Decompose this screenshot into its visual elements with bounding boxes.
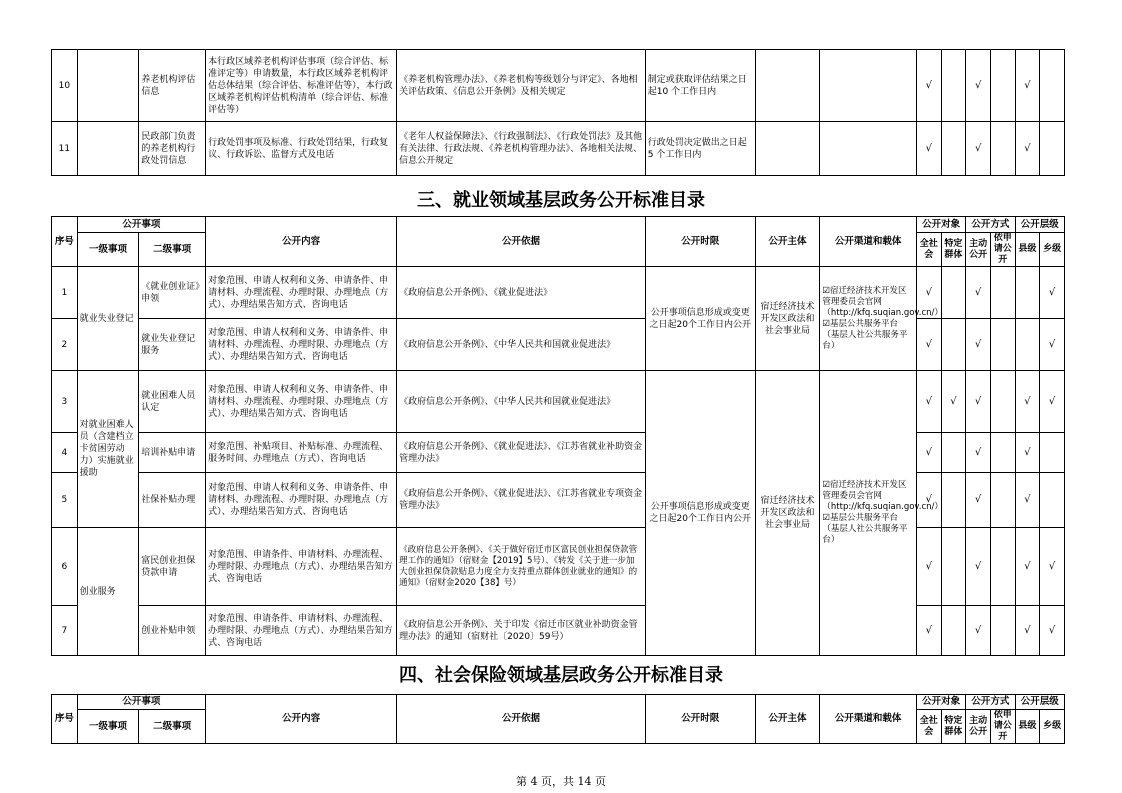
header-level2: 二级事项 [139,710,206,744]
check-county [1015,267,1040,319]
header-basis: 公开依据 [397,217,646,267]
check-county: √ [1015,528,1040,606]
check-specific-group [941,319,966,371]
check-active: √ [966,267,991,319]
check-county: √ [1015,371,1040,433]
check-request [990,606,1015,656]
header-county: 县级 [1015,710,1040,744]
header-specific-group: 特定群体 [941,233,966,267]
basis-cell: 《政府信息公开条例》、《就业促进法》、《江苏省就业专项资金管理办法》 [397,473,646,528]
header-subject: 公开主体 [755,695,820,744]
header-row [52,695,1065,710]
header-items: 公开事项 [77,217,205,233]
time-cell: 公开事项信息形成或变更之日起20个工作日内公开 [645,267,755,371]
check-specific-group: √ [941,371,966,433]
level1-cell [77,122,139,176]
header-subject: 公开主体 [755,217,820,267]
check-active: √ [966,50,991,122]
check-all-society: √ [916,528,941,606]
header-town: 乡级 [1040,233,1065,267]
check-county: √ [1015,473,1040,528]
row-number: 10 [52,50,78,122]
subject-cell: 宿迁经济技术开发区政法和社会事业局 [755,267,820,371]
check-all-society: √ [916,433,941,473]
check-active: √ [966,473,991,528]
check-specific-group [941,50,966,122]
time-cell: 公开事项信息形成或变更之日起20个工作日内公开 [645,371,755,656]
basis-cell: 《政府信息公开条例》、《关于做好宿迁市区富民创业担保贷款管理工作的通知》（宿财金【2019】5号）、《转发《关于进一步加大创业担保贷款贴息力度全力支持重点群体创业就业的通知》的通知》（宿财金2020【38】号） [397,528,646,606]
basis-cell: 《政府信息公开条例》、关于印发《宿迁市区就业补助资金管理办法》的通知（宿财社〔2020〕59号） [397,606,646,656]
channel-cell: ☑宿迁经济技术开发区管理委员会官网（http://kfq.suqian.gov.cn/）☑基层公共服务平台（基层人社公共服务平台） [820,371,917,656]
header-all-society: 全社会 [916,233,941,267]
check-town: √ [1040,319,1065,371]
subject-cell [755,122,820,176]
row-number: 3 [52,371,78,433]
channel-cell: ☑宿迁经济技术开发区管理委员会官网（http://kfq.suqian.gov.cn/）☑基层公共服务平台（基层人社公共服务平台） [820,267,917,371]
content-cell: 对象范围、申请人权利和义务、申请条件、申请材料、办理流程、办理时限、办理地点（方式）、办理结果告知方式、咨询电话 [206,319,397,371]
level2-cell: 创业补贴申领 [139,606,206,656]
check-active: √ [966,528,991,606]
check-county: √ [1015,50,1040,122]
basis-cell: 《政府信息公开条例》、《中华人民共和国就业促进法》 [397,319,646,371]
content-cell: 行政处罚事项及标准、行政处罚结果，行政复议、行政诉讼、监督方式及电话 [206,122,397,176]
header-level: 公开层级 [1015,695,1064,710]
header-row [52,217,1065,233]
check-all-society: √ [916,267,941,319]
check-request [990,319,1015,371]
time-cell: 制定或获取评估结果之日起10 个工作日内 [645,50,755,122]
check-specific-group [941,267,966,319]
row-number: 5 [52,473,78,528]
header-all-society: 全社会 [916,710,941,744]
header-active: 主动公开 [966,233,991,267]
header-no: 序号 [52,217,78,267]
channel-cell [820,122,917,176]
check-specific-group [941,528,966,606]
content-cell: 对象范围、补贴项目、补贴标准、办理流程、服务时间、办理地点（方式）、咨询电话 [206,433,397,473]
table-employment [51,216,1065,656]
row-number: 7 [52,606,78,656]
check-request [990,122,1015,176]
level2-cell: 培训补贴申请 [139,433,206,473]
header-basis: 公开依据 [397,695,646,744]
header-level: 公开层级 [1015,217,1064,233]
check-county [1015,319,1040,371]
basis-cell: 《政府信息公开条例》、《中华人民共和国就业促进法》 [397,371,646,433]
header-level1: 一级事项 [77,233,139,267]
basis-cell: 《政府信息公开条例》、《就业促进法》 [397,267,646,319]
check-county: √ [1015,433,1040,473]
header-county: 县级 [1015,233,1040,267]
check-active: √ [966,433,991,473]
check-specific-group [941,122,966,176]
table-row [52,371,1065,433]
level1-cell: 对就业困难人员（含建档立卡贫困劳动力）实施就业援助 [77,371,139,528]
check-request [990,433,1015,473]
check-town [1040,122,1065,176]
check-active: √ [966,606,991,656]
header-method: 公开方式 [966,217,1015,233]
content-cell: 对象范围、申请条件、申请材料、办理流程、办理时限、办理地点（方式）、办理结果告知方式、咨询电话 [206,606,397,656]
row-number: 1 [52,267,78,319]
header-time: 公开时限 [645,217,755,267]
check-request [990,528,1015,606]
check-request [990,371,1015,433]
level1-cell [77,50,139,122]
basis-cell: 《老年人权益保障法》、《行政强制法》、《行政处罚法》及其他有关法律、行政法规、《养老机构管理办法》、各地相关法规、信息公开规定 [397,122,646,176]
check-all-society: √ [916,319,941,371]
header-level1: 一级事项 [77,710,139,744]
subject-cell: 宿迁经济技术开发区政法和社会事业局 [755,371,820,656]
check-town: √ [1040,606,1065,656]
header-active: 主动公开 [966,710,991,744]
table-row [52,122,1065,176]
page-footer: 第 4 页，共 14 页 [516,775,606,788]
check-town [1040,473,1065,528]
check-county: √ [1015,606,1040,656]
check-specific-group [941,606,966,656]
basis-cell: 《政府信息公开条例》、《就业促进法》、《江苏省就业补助资金管理办法》 [397,433,646,473]
row-number: 4 [52,433,78,473]
table-social-insurance [51,694,1065,744]
header-request: 依申请公开 [990,710,1015,744]
check-town: √ [1040,267,1065,319]
header-no: 序号 [52,695,78,744]
content-cell: 对象范围、申请人权利和义务、申请条件、申请材料、办理流程、办理时限、办理地点（方式）、办理结果告知方式、咨询电话 [206,371,397,433]
check-all-society: √ [916,50,941,122]
check-all-society: √ [916,473,941,528]
header-specific-group: 特定群体 [941,710,966,744]
check-town [1040,433,1065,473]
level1-cell: 就业失业登记 [77,267,139,371]
level2-cell: 养老机构评估信息 [139,50,206,122]
check-request [990,267,1015,319]
check-active: √ [966,319,991,371]
check-town [1040,50,1065,122]
check-active: √ [966,371,991,433]
check-all-society: √ [916,606,941,656]
check-town: √ [1040,371,1065,433]
header-method: 公开方式 [966,695,1015,710]
time-cell: 行政处罚决定做出之日起 5 个工作日内 [645,122,755,176]
header-content: 公开内容 [206,695,397,744]
row-number: 11 [52,122,78,176]
check-all-society: √ [916,122,941,176]
header-items: 公开事项 [77,695,205,710]
check-town: √ [1040,528,1065,606]
check-county: √ [1015,122,1040,176]
level2-cell: 富民创业担保贷款申请 [139,528,206,606]
table-row [52,50,1065,122]
table-continuation [51,49,1065,176]
header-time: 公开时限 [645,695,755,744]
level1-cell: 创业服务 [77,528,139,656]
check-specific-group [941,433,966,473]
section3-title: 三、就业领域基层政务公开标准目录 [417,190,705,211]
content-cell: 对象范围、申请条件、申请材料、办理流程、办理时限、办理地点（方式）、办理结果告知方式、咨询电话 [206,528,397,606]
check-active: √ [966,122,991,176]
header-target: 公开对象 [916,217,965,233]
content-cell: 对象范围、申请人权利和义务、申请条件、申请材料、办理流程、办理时限、办理地点（方式）、办理结果告知方式、咨询电话 [206,267,397,319]
section4-title: 四、社会保险领域基层政务公开标准目录 [399,665,723,686]
table-row [52,267,1065,319]
check-specific-group [941,473,966,528]
row-number: 2 [52,319,78,371]
header-content: 公开内容 [206,217,397,267]
channel-cell [820,50,917,122]
header-town: 乡级 [1040,710,1065,744]
header-channel: 公开渠道和载体 [820,217,917,267]
header-level2: 二级事项 [139,233,206,267]
check-request [990,473,1015,528]
level2-cell: 就业困难人员认定 [139,371,206,433]
subject-cell [755,50,820,122]
content-cell: 对象范围、申请人权利和义务、申请条件、申请材料、办理流程、办理时限、办理地点（方式）、办理结果告知方式、咨询电话 [206,473,397,528]
level2-cell: 民政部门负责的养老机构行政处罚信息 [139,122,206,176]
check-all-society: √ [916,371,941,433]
header-target: 公开对象 [916,695,965,710]
check-request [990,50,1015,122]
basis-cell: 《养老机构管理办法》、《养老机构等级划分与评定》、各地相关评估政策、《信息公开条例》及相关规定 [397,50,646,122]
level2-cell: 《就业创业证》申领 [139,267,206,319]
level2-cell: 社保补贴办理 [139,473,206,528]
header-request: 依申请公开 [990,233,1015,267]
row-number: 6 [52,528,78,606]
level2-cell: 就业失业登记服务 [139,319,206,371]
header-channel: 公开渠道和载体 [820,695,917,744]
content-cell: 本行政区域养老机构评估事项（综合评估、标准评定等）申请数量，本行政区域养老机构评估总体结果（综合评估、标准评估等），本行政区域养老机构评估机构清单（综合评估、标准评估等） [206,50,397,122]
